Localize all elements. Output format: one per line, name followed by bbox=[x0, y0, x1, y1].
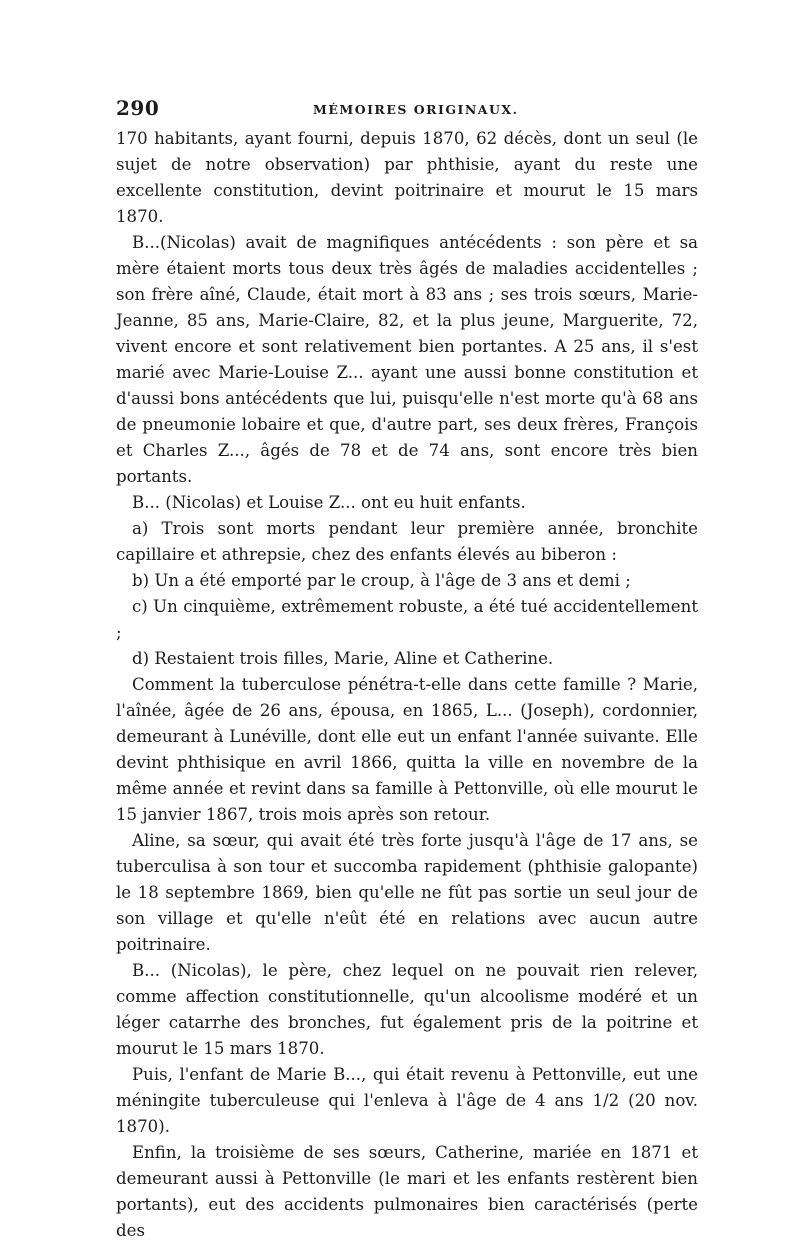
paragraph-nicolas-antecedents: B...(Nicolas) avait de magnifiques antécédents : son père et sa mère étaient morts tous deux très âgés de maladies accidentelles ; son frère aîné, Claude, était mort à 83 ans ; ses trois sœurs, Marie-Jeanne, 85 ans, Marie-Claire, 82, et la plus jeune, Marguerite, 72, vivent encore et sont relativement bien portantes. A 25 ans, il s'est marié avec Marie-Louise Z... ayant une aussi bonne constitution et d'aussi bons antécédents que lui, puisqu'elle n'est morte qu'à 68 ans de pneumonie lobaire et que, d'autre part, ses deux frères, François et Charles Z..., âgés de 78 et de 74 ans, sont encore très bien portants. bbox=[116, 233, 698, 486]
paragraph-children-count: B... (Nicolas) et Louise Z... ont eu huit enfants. bbox=[132, 493, 526, 512]
body-text bbox=[116, 126, 698, 1244]
paragraph-aline: Aline, sa sœur, qui avait été très forte jusqu'à l'âge de 17 ans, se tuberculisa à son tour et succomba rapidement (phthisie galopante) le 18 septembre 1869, bien qu'elle ne fût pas sortie un seul jour de son village et qu'elle n'eût été en relations avec aucun autre poitrinaire. bbox=[116, 831, 698, 954]
list-item-c: c) Un cinquième, extrêmement robuste, a été tué accidentellement ; bbox=[116, 597, 698, 642]
paragraph-intro: 170 habitants, ayant fourni, depuis 1870, 62 décès, dont un seul (le sujet de notre observation) par phthisie, ayant du reste une excellente constitution, devint poitrinaire et mourut le 15 mars 1870. bbox=[116, 129, 698, 226]
book-page bbox=[116, 96, 698, 1244]
list-item-d: d) Restaient trois filles, Marie, Aline et Catherine. bbox=[132, 649, 554, 668]
paragraph-marie: Comment la tuberculose pénétra-t-elle dans cette famille ? Marie, l'aînée, âgée de 26 ans, épousa, en 1865, L... (Joseph), cordonnier, demeurant à Lunéville, dont elle eut un enfant l'année suivante. Elle devint phthisique en avril 1866, quitta la ville en novembre de la même année et revint dans sa famille à Pettonville, où elle mourut le 15 janvier 1867, trois mois après son retour. bbox=[116, 675, 698, 824]
paragraph-marie-child: Puis, l'enfant de Marie B..., qui était revenu à Pettonville, eut une méningite tuberculeuse qui l'enleva à l'âge de 4 ans 1/2 (20 nov. 1870). bbox=[116, 1065, 698, 1136]
paragraph-catherine: Enfin, la troisième de ses sœurs, Catherine, mariée en 1871 et demeurant aussi à Pettonville (le mari et les enfants restèrent bien portants), eut des accidents pulmonaires bien caractérisés (perte des bbox=[116, 1143, 698, 1240]
page-header bbox=[116, 96, 698, 126]
page-number: 290 bbox=[116, 96, 160, 120]
list-item-b: b) Un a été emporté par le croup, à l'âge de 3 ans et demi ; bbox=[132, 571, 631, 590]
list-item-a: a) Trois sont morts pendant leur première année, bronchite capillaire et athrepsie, chez des enfants élevés au biberon : bbox=[116, 519, 698, 564]
paragraph-father: B... (Nicolas), le père, chez lequel on ne pouvait rien relever, comme affection constitutionnelle, qu'un alcoolisme modéré et un léger catarrhe des bronches, fut également pris de la poitrine et mourut le 15 mars 1870. bbox=[116, 961, 698, 1058]
running-head: MÉMOIRES ORIGINAUX. bbox=[313, 102, 519, 117]
